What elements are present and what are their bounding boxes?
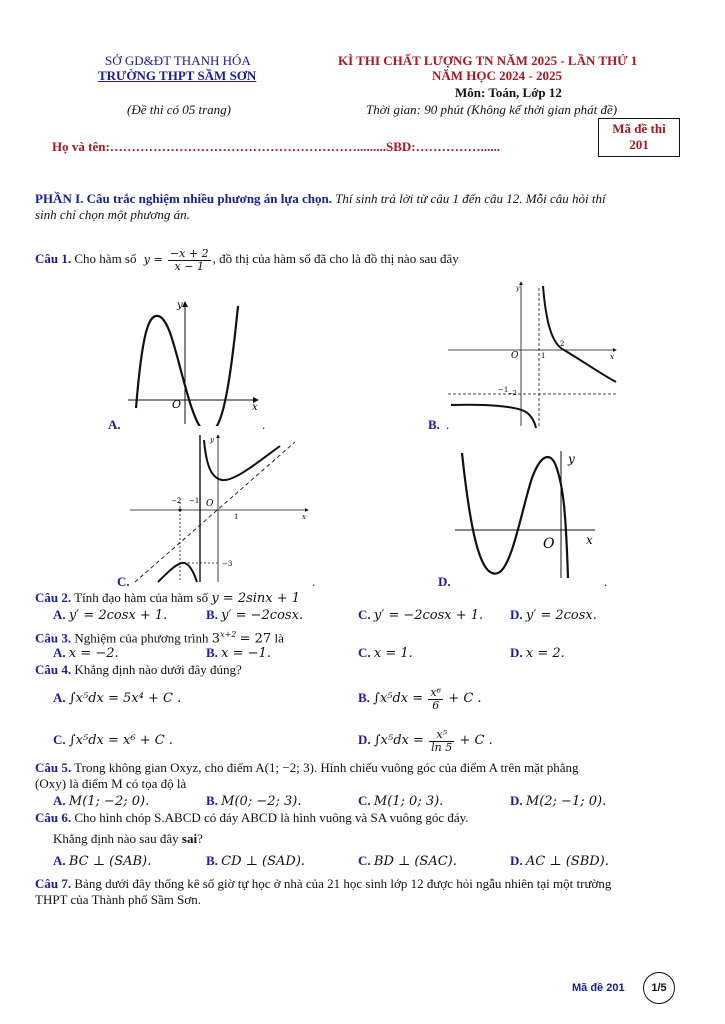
q2-a-label: A. xyxy=(53,607,66,622)
q4-b-right: + C . xyxy=(448,691,482,706)
q7-label: Câu 7. xyxy=(35,876,72,891)
q3-c-text: x = 1. xyxy=(373,646,413,661)
q6-option-d[interactable] xyxy=(510,853,609,870)
q5-option-c[interactable] xyxy=(358,793,443,810)
q4-label: Câu 4. xyxy=(35,662,72,677)
exam-code-box xyxy=(598,118,680,157)
q3-a-text: x = −2. xyxy=(68,646,119,661)
q3-a-label: A. xyxy=(53,645,66,660)
q3-text-after: là xyxy=(274,630,284,646)
q3-base: 3 xyxy=(211,631,221,647)
q6-a-label: A. xyxy=(53,853,66,868)
exam-time: Thời gian: 90 phút (Không kể thời gian phát đề) xyxy=(366,102,618,117)
pages-note: (Đề thi có 05 trang) xyxy=(127,102,231,117)
graph-c-tick-neg2: −2 xyxy=(171,497,182,505)
graph-b-tick-2: 2 xyxy=(560,340,565,348)
q4-d-num: x⁵ xyxy=(429,729,454,742)
footer-page-number: 1/5 xyxy=(643,972,675,1004)
graph-d xyxy=(450,448,600,580)
q6-b-label: B. xyxy=(206,853,218,868)
graph-b-tick-neg2: −2 xyxy=(508,390,517,397)
q4-option-d[interactable] xyxy=(358,722,493,759)
q4-d-right: + C . xyxy=(459,733,493,748)
q2-d-label: D. xyxy=(510,607,523,622)
q1-option-a[interactable]: A. xyxy=(108,417,121,432)
q2-b-text: y′ = −2cosx. xyxy=(221,608,304,623)
q2-b-label: B. xyxy=(206,607,218,622)
q5-d-text: M(2; −1; 0). xyxy=(525,794,607,809)
q6-d-text: AC ⊥ (SBD). xyxy=(525,854,609,869)
graph-b-tick-neg1: −1 xyxy=(498,386,509,394)
q4-b-den: 6 xyxy=(432,698,440,712)
q2-d-text: y′ = 2cosx. xyxy=(525,608,597,623)
q5-label: Câu 5. xyxy=(35,760,72,775)
graph-d-curve xyxy=(462,453,568,578)
graph-b-tick-1: 1 xyxy=(541,352,546,360)
graph-b-origin: O xyxy=(511,351,519,361)
q4-d-left: ∫x⁵dx = xyxy=(373,733,424,748)
q3-text-before: Nghiệm của phương trình xyxy=(74,630,209,646)
q3-option-b[interactable] xyxy=(206,645,271,662)
q5-line2: (Oxy) là điểm M có tọa độ là xyxy=(35,776,187,791)
q2-option-c[interactable] xyxy=(358,607,483,624)
q1-option-d[interactable]: D. xyxy=(438,574,451,589)
q6-line2-after: ? xyxy=(197,831,203,846)
q4-text: Khẳng định nào dưới đây đúng? xyxy=(74,662,242,677)
q6-c-text: BD ⊥ (SAC). xyxy=(373,854,457,869)
q4-b-left: ∫x⁵dx = xyxy=(373,691,424,706)
q6-d-label: D. xyxy=(510,853,523,868)
graph-c-x-label: x xyxy=(302,513,306,521)
graph-a-x-label: x xyxy=(252,402,258,413)
subject: Môn: Toán, Lớp 12 xyxy=(455,85,562,100)
q3-b-label: B. xyxy=(206,645,218,660)
q2-a-text: y′ = 2cosx + 1. xyxy=(68,608,168,623)
graph-a-y-label: y xyxy=(177,300,183,311)
q4-option-a[interactable] xyxy=(53,690,181,707)
school-year: NĂM HỌC 2024 - 2025 xyxy=(432,68,562,83)
graph-a-origin: O xyxy=(172,398,182,411)
graph-c-tick-1: 1 xyxy=(234,513,239,521)
q4-b-fraction xyxy=(428,687,443,712)
graph-c-tick-neg3: −3 xyxy=(222,560,233,568)
q3-option-c[interactable] xyxy=(358,645,413,662)
graph-c-tick-neg1: −1 xyxy=(189,497,200,505)
graph-d-x-label: x xyxy=(586,533,593,547)
q2-label: Câu 2. xyxy=(35,590,72,605)
q1-option-b-dot: . xyxy=(446,417,450,432)
q2-option-a[interactable] xyxy=(53,607,167,624)
q6-b-text: CD ⊥ (SAD). xyxy=(221,854,306,869)
q4-b-num: x⁶ xyxy=(430,685,442,699)
footer-exam-code: Mã đề 201 xyxy=(572,982,625,994)
q1-y-eq: y = xyxy=(143,253,163,266)
q2-func: y = 2sinx + 1 xyxy=(211,591,301,606)
part1-instruction-1: Thí sinh trả lời từ câu 1 đến câu 12. Mỗi câu hỏi thí xyxy=(335,191,606,206)
graph-c-curve-right xyxy=(204,440,280,480)
name-sbd-line: Họ và tên:………………………………………………….........SBD:……………...... xyxy=(52,139,501,154)
graph-d-origin: O xyxy=(543,536,555,552)
q7-line2: THPT của Thành phố Sầm Sơn. xyxy=(35,892,201,907)
question-2 xyxy=(35,590,300,607)
q3-c-label: C. xyxy=(358,645,371,660)
q2-c-text: y′ = −2cosx + 1. xyxy=(373,608,484,623)
q6-option-a[interactable] xyxy=(53,853,151,870)
q1-text-before: Cho hàm số xyxy=(74,251,137,266)
exam-code-label: Mã đề thi xyxy=(612,121,666,136)
q1-option-d-dot: . xyxy=(604,574,608,589)
q6-c-label: C. xyxy=(358,853,371,868)
dept-name: SỞ GD&ĐT THANH HÓA xyxy=(105,53,251,68)
q7-line1: Bảng dưới đây thống kê số giờ tự học ở nhà của 21 học sinh lớp 12 được hỏi ngẫu nhiên tại một trường xyxy=(74,876,612,891)
q4-option-c[interactable] xyxy=(53,732,173,749)
graph-b-curve-right xyxy=(543,286,616,382)
graph-b xyxy=(446,278,621,428)
q5-option-b[interactable] xyxy=(206,793,302,810)
q3-option-d[interactable] xyxy=(510,645,565,662)
question-5 xyxy=(35,760,579,776)
q3-d-label: D. xyxy=(510,645,523,660)
q4-a-label: A. xyxy=(53,690,66,705)
q1-option-b[interactable]: B. xyxy=(428,417,440,432)
q3-label: Câu 3. xyxy=(35,630,72,646)
q4-c-text: ∫x⁵dx = x⁶ + C . xyxy=(68,733,173,748)
q4-option-b[interactable] xyxy=(358,680,482,717)
q5-c-text: M(1; 0; 3). xyxy=(373,794,444,809)
q1-option-a-dot: . xyxy=(262,417,266,432)
question-4 xyxy=(35,662,242,678)
q5-option-a[interactable] xyxy=(53,793,149,810)
part1-title: PHẦN I. Câu trắc nghiệm nhiều phương án lựa chọn. xyxy=(35,191,332,206)
q4-d-den: ln 5 xyxy=(431,740,453,754)
graph-c-origin: O xyxy=(206,499,214,509)
graph-b-x-label: x xyxy=(610,353,614,361)
q3-rhs: = 27 xyxy=(239,631,272,647)
graph-b-y-label: y xyxy=(516,285,520,292)
q4-d-fraction xyxy=(429,729,454,754)
q1-text-after: , đồ thị của hàm số đã cho là đồ thị nào sau đây xyxy=(212,251,459,266)
graph-b-curve-left xyxy=(451,405,536,428)
q2-c-label: C. xyxy=(358,607,371,622)
exam-title: KÌ THI CHẤT LƯỢNG TN NĂM 2025 - LẦN THỨ 1 xyxy=(338,53,638,68)
q6-option-b[interactable] xyxy=(206,853,305,870)
q1-frac-den: x − 1 xyxy=(174,259,204,273)
graph-a-curve xyxy=(136,306,238,426)
q4-c-label: C. xyxy=(53,732,66,747)
graph-c-y-label: y xyxy=(210,436,214,444)
q5-a-text: M(1; −2; 0). xyxy=(68,794,150,809)
q1-option-c-dot: . xyxy=(312,574,316,589)
q5-line1: Trong không gian Oxyz, cho điểm A(1; −2; 3). Hình chiếu vuông góc của điểm A trên mặt phẳng xyxy=(74,760,579,775)
q6-a-text: BC ⊥ (SAB). xyxy=(68,854,152,869)
q3-d-text: x = 2. xyxy=(525,646,565,661)
q3-exp: x+2 xyxy=(220,630,237,639)
q4-b-label: B. xyxy=(358,690,370,705)
q1-label: Câu 1. xyxy=(35,251,72,266)
q5-d-label: D. xyxy=(510,793,523,808)
question-6 xyxy=(35,810,469,826)
q1-option-c[interactable]: C. xyxy=(117,574,130,589)
q3-option-a[interactable] xyxy=(53,645,119,662)
school-name: TRƯỜNG THPT SẦM SƠN xyxy=(98,68,257,83)
q6-line2 xyxy=(53,831,203,847)
question-7 xyxy=(35,876,611,892)
part1-instruction-2: sinh chỉ chọn một phương án. xyxy=(35,207,190,222)
part1-header xyxy=(35,191,606,207)
graph-c-curve-left xyxy=(158,563,197,582)
q3-b-text: x = −1. xyxy=(221,646,271,661)
graph-c-asymptote-oblique xyxy=(135,442,295,582)
q6-option-c[interactable] xyxy=(358,853,457,870)
q4-d-label: D. xyxy=(358,732,371,747)
q1-fraction xyxy=(168,248,211,273)
q6-line1: Cho hình chóp S.ABCD có đáy ABCD là hình vuông và SA vuông góc đáy. xyxy=(74,810,469,825)
q5-b-label: B. xyxy=(206,793,218,808)
q5-b-text: M(0; −2; 3). xyxy=(221,794,302,809)
q1-frac-num: −x + 2 xyxy=(169,246,209,260)
q4-a-text: ∫x⁵dx = 5x⁴ + C . xyxy=(68,691,182,706)
q2-text: Tính đạo hàm của hàm số xyxy=(74,590,209,605)
q2-option-d[interactable] xyxy=(510,607,597,624)
graph-c xyxy=(130,432,312,584)
graph-a xyxy=(128,296,268,426)
q5-c-label: C. xyxy=(358,793,371,808)
q5-a-label: A. xyxy=(53,793,66,808)
graph-d-y-label: y xyxy=(568,452,575,466)
q2-option-b[interactable] xyxy=(206,607,303,624)
q5-option-d[interactable] xyxy=(510,793,606,810)
question-1 xyxy=(35,246,459,273)
exam-code-value: 201 xyxy=(629,137,649,152)
q6-line2-bold: sai xyxy=(181,831,198,846)
q6-line2-before: Khẳng định nào sau đây xyxy=(53,831,179,846)
q6-label: Câu 6. xyxy=(35,810,72,825)
